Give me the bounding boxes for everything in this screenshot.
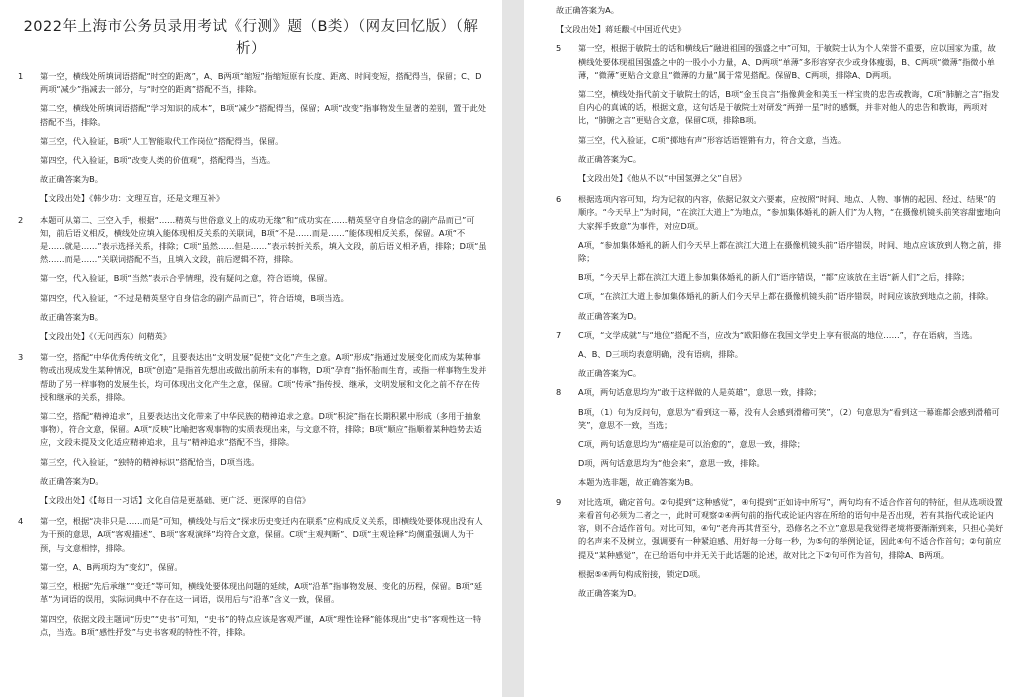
source-reference: 【文段出处】《（无问西东）问精英》	[40, 331, 171, 342]
explanation-paragraph: 故正确答案为D。	[40, 475, 104, 486]
explanation-paragraph: 故正确答案为D。	[578, 587, 642, 598]
left-column	[0, 70, 502, 639]
explanation-paragraph: B项，“今天早上都在滨江大道上参加集体婚礼的新人们”语序错误，“都”应该放在主语“新人们”之后，排除；	[578, 272, 970, 283]
document-page-left	[0, 0, 502, 697]
explanation-paragraph: 故正确答案为B。	[40, 311, 103, 322]
explanation-paragraph: 根据选项内容可知，均为记叙的内容，依据记叙文六要素，应按照“时间、地点、人物、事情的起因、经过、结果”的顺序。“今天早上”为时间，“在滨江大道上”为地点，“参加集体婚礼的新人们”为人物，“在摄像机镜头前笑容甜蜜地向大家挥手致意”为事件，对应D项。	[578, 194, 1001, 231]
explanation-paragraph: 第一空，横线处所填词语搭配“时空的距离”，A、B两项“缩短”指缩短原有长度、距离、时间变短，搭配得当，保留；C、D两项“减少”指减去一部分，与“时空的距离”搭配不当，排除。	[40, 71, 482, 95]
document-title: 2022年上海市公务员录用考试《行测》题（B类）（网友回忆版）（解析）	[23, 19, 479, 57]
explanation-paragraph: 第二空，横线处所填词语搭配“学习知识的成本”，B项“减少”搭配得当，保留；A项“改变”指事物发生显著的差别，置于此处搭配不当，排除。	[40, 103, 487, 127]
explanation-paragraph: 第三空，根据“先后承继”“变迁”等可知，横线处要体现出问题的延续，A项“沿革”指事物发展、变化的历程，保留。B项“延革”为词语的误用，实际词典中不存在这一词语，误用后与“沿革”含义一致，保留。	[40, 581, 483, 605]
question-number: 9	[556, 496, 562, 507]
explanation-paragraph: C项，“文学成就”与“地位”搭配不当，应改为“欧阳修在我国文学史上享有很高的地位……”，存在语病，当选。	[578, 329, 978, 340]
question-number: 7	[556, 329, 562, 340]
question-item	[18, 351, 488, 488]
explanation-paragraph: 第四空，依据文段主题词“历史”“史书”可知，“史书”的特点应该是客观严谨，A项“理性诠释”能体现出“史书”客观性这一特点，当选。B项“感性抒发”与史书客观的特性不符，排除。	[40, 613, 482, 637]
explanation-paragraph: 第四空，代入验证，B项“改变人类的价值观”，搭配得当，当选。	[40, 155, 276, 166]
question-number: 1	[18, 71, 24, 81]
explanation-paragraph: C项，“在滨江大道上参加集体婚礼的新人们今天早上都在摄像机镜头前”语序错误，时间应该放到地点之前，排除。	[578, 291, 994, 302]
explanation-paragraph: 第一空，根据于敏院士的话和横线后“融进祖国的强盛之中”可知，于敏院士认为个人荣誉不重要，应以国家为重，故横线处要体现祖国强盛之中的一股小小力量，A、D两项“单薄”多形容穿衣少或身体瘦弱，B、C两项“微薄”指微小单薄，“微薄”更贴合文意且“微薄的力量”属于常见搭配。保留B、C两项，排除A、D两项。	[578, 43, 996, 80]
question-number: 2	[18, 214, 24, 225]
answer-line: 故正确答案为A。	[556, 5, 619, 15]
question-number: 8	[556, 387, 562, 398]
question-number: 4	[18, 516, 24, 527]
explanation-paragraph: 故正确答案为C。	[578, 153, 642, 164]
explanation-paragraph: 根据⑤④两句构成衔接，锁定D项。	[578, 568, 706, 579]
explanation-paragraph: 第一空，A、B两项均为“变幻”，保留。	[40, 561, 183, 572]
question-item	[18, 70, 488, 186]
question-item	[556, 329, 1004, 381]
explanation-paragraph: C项，两句话意思均为“癌症是可以治愈的”，意思一致，排除；	[578, 439, 806, 450]
question-number: 5	[556, 43, 562, 54]
explanation-paragraph: 第三空，代入验证，C项“掷地有声”形容话语铿锵有力，符合文意，当选。	[578, 134, 847, 145]
explanation-paragraph: 本题可从第二、三空入手，根据“……精英与世俗意义上的成功无缘”和“成功实在……精英坚守自身信念的副产品而已”可知，前后语义相反，横线处应填入能体现相反关系的关联词，B项“不是……而是……”能体现相反关系，保留。A项“不是……就是……”表示选择关系，排除；C项“虽然……但是……”表示转折关系，填入文段，前后语义相矛盾，排除；D项“虽然……而是……”关联词搭配不当，且填入文段，前后逻辑不符，排除。	[40, 214, 487, 265]
explanation-paragraph: 对比选项，确定首句。②句提到“这种感觉”，④句提到“正如诗中所写”，两句均有不适合作首句的特征，但从选项设置来看首句必须为二者之一，此时可观察②④两句前的指代或论证内容在所给的语句中是否出现，若有其指代或论证内容，则不合适作首句。对比可知，④句“老舟再其背至兮，恐修名之不立”意思是我觉得老境将要渐渐到来，只担心美好的名声来不及树立，强调要有一种紧迫感、用好每一分每一秒，为⑤句的举例论证，因此④句不适合作首句；②句前应提及“某种感觉”，在已给语句中并无关于此话题的论述，故对比之下②句可作为首句，排除A、B两项。	[578, 496, 1004, 560]
explanation-paragraph: 故正确答案为B。	[40, 174, 103, 185]
explanation-paragraph: 第一空，根据“决非只是……而是”可知，横线处与后文“探求历史变迁内在联系”应构成反义关系，即横线处要体现出没有人为干预的意思，A项“客观描述”、B项“客观演绎”均符合文意，保留。C项“主观判断”、D项“主观诠释”均侧重强调人为干预，与文意相悖，排除。	[40, 516, 483, 553]
question-number: 3	[18, 352, 24, 363]
question-number: 6	[556, 194, 562, 205]
page-gutter	[502, 0, 524, 697]
source-reference: 【文段出处】《他从不以“中国氢弹之父”自居》	[578, 173, 747, 184]
question-item	[18, 214, 488, 324]
question-item	[18, 515, 488, 639]
explanation-paragraph: A、B、D三项均表意明确，没有语病，排除。	[578, 349, 743, 360]
explanation-paragraph: 第四空，代入验证，“不过是精英坚守自身信念的副产品而已”，符合语境，B项当选。	[40, 292, 349, 303]
right-column	[524, 0, 1024, 600]
explanation-paragraph: 故正确答案为D。	[578, 310, 642, 321]
question-item	[556, 193, 1004, 323]
source-reference: 【文段出处】《韩少功：文理互盲，还是文理互补》	[40, 193, 225, 204]
explanation-paragraph: 第三空，代入验证，B项“人工智能取代工作岗位”搭配得当，保留。	[40, 135, 284, 146]
explanation-paragraph: 故正确答案为C。	[578, 368, 642, 379]
document-page-right	[524, 0, 1024, 697]
explanation-paragraph: D项，两句话意思均为“他会来”，意思一致，排除。	[578, 458, 765, 469]
explanation-paragraph: 第一空，代入验证，B项“当然”表示合乎情理，没有疑问之意，符合语境，保留。	[40, 273, 333, 284]
explanation-paragraph: A项，两句话意思均为“敢于这样做的人是英雄”，意思一致，排除；	[578, 387, 822, 398]
source-reference: 【文段出处】《【每日一习话】文化自信是更基础、更广泛、更深厚的自信》	[40, 495, 311, 506]
question-item	[556, 42, 1004, 166]
question-item	[556, 496, 1004, 600]
explanation-paragraph: 本题为选非题，故正确答案为B。	[578, 477, 699, 488]
explanation-paragraph: A项，“参加集体婚礼的新人们今天早上都在滨江大道上在摄像机镜头前”语序错误，时间、地点应该放到人物之前，排除；	[578, 239, 1002, 264]
question-item	[556, 386, 1004, 489]
explanation-paragraph: 第一空，搭配“中华优秀传统文化”，且要表达出“文明发展”促使“文化”产生之意。A项“形成”指通过发展变化而成为某种事物或出现成发生某种情况，B项“创造”是指首先想出或做出前所未有的事物，D项“孕育”指怀胎而生育，或指一样事物生发并帮助了另一样事物的发展生长，均可体现出文化产生之意，保留。C项“传承”指传授、继承，文明发展和文化之前不存在传授和继承的关系，排除。	[40, 352, 487, 402]
explanation-paragraph: B项，（1）句为反问句，意思为“看到这一幕，没有人会感到滑稽可笑”，（2）句意思为“看到这一幕谁都会感到滑稽可笑”，意思不一致，当选；	[578, 406, 1000, 430]
source-reference: 【文段出处】蒋廷黻·《中国近代史》	[556, 24, 686, 35]
explanation-paragraph: 第二空，横线处指代前文于敏院士的话，B项“金玉良言”指像黄金和美玉一样宝贵的忠告或教诲，C项“肺腑之言”指发自内心的真诚的话，根据文意，这句话是于敏院士对研发“两弹一星”时的感慨，并非对他人的忠告和教诲，两项对比，“肺腑之言”更贴合文意，保留C项，排除B项。	[578, 89, 1000, 126]
explanation-paragraph: 第三空，代入验证，“独特的精神标识”搭配恰当，D项当选。	[40, 456, 260, 467]
explanation-paragraph: 第二空，搭配“精神追求”，且要表达出文化带来了中华民族的精神追求之意。D项“积淀”指在长期积累中形成（多用于抽象事物），符合文意，保留。A项“反映”比喻把客观事物的实质表现出来，与文意不符，排除；B项“顺应”指顺着某种趋势去适应，文段未提及文化适应精神追求，且与“精神追求”搭配不当，排除。	[40, 411, 482, 448]
